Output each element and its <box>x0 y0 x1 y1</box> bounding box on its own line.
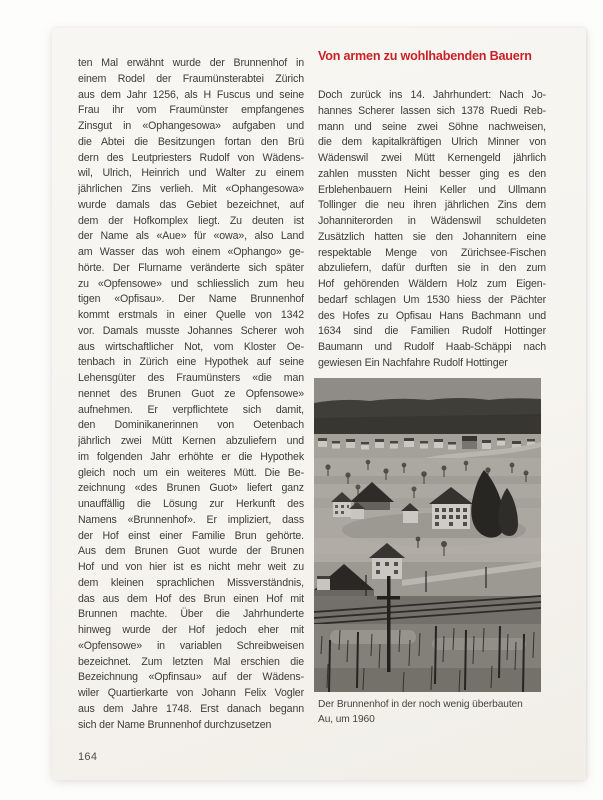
section-heading: Von armen zu wohlhabenden Bauern <box>318 49 532 63</box>
text-line: Brunnen machte. Über die Jahrhunderte <box>78 608 304 621</box>
text-line: respektable Menge von Zürichsee-Fischen <box>318 246 546 259</box>
text-line: zeichnung «des Brunen Guot» liefert ganz <box>78 482 304 495</box>
text-line: aufnehmen. Er verpflichtete sich damit, <box>78 403 304 416</box>
text-line: «Opfensowe» in variablen Schreibweisen <box>78 639 304 652</box>
text-line: Frau ihr vom Fraumünster empfangenes <box>78 104 304 117</box>
text-line: Namens «Brunnenhof». Er impliziert, dass <box>78 513 304 526</box>
text-line: wurde damals das Gebiet bezeichnet, auf <box>78 198 304 211</box>
text-line: einem Rodel der Fraumünsterabtei Zürich <box>78 72 304 85</box>
text-line: wil, Ulrich, Heinrich und Walter zu einem <box>78 167 304 180</box>
text-line: Au, um 1960 <box>318 713 375 725</box>
text-line: die Abtei die Besitzungen fortan den Brü <box>78 135 304 148</box>
text-line: Johanniterorden in Wädenswil schuldeten <box>318 215 546 227</box>
text-line: Lehensgüter des Fraumünsters «die man <box>78 372 304 384</box>
photo-caption <box>318 698 550 727</box>
text-line: sich der Name Brunnenhof durchzusetzen <box>78 718 272 731</box>
text-line: tigen «Opfisau». Der Name Brunnenhof <box>78 293 304 306</box>
text-line: aus wirtschaftlicher Not, vom Kloster Oe- <box>78 340 304 353</box>
text-line: Zusätzlich hatten sie den Johannitern eine <box>318 230 546 243</box>
text-line: am Wasser das woh einem «Ophango» ge- <box>78 246 304 258</box>
text-line: jährlich zwei Mütt Kernen abzuliefern und <box>78 435 304 447</box>
text-line: mann und seine zwei Söhne nachweisen, <box>318 120 546 133</box>
text-line: des Hofes zu Opfisau Hans Bachmann und <box>318 309 546 322</box>
text-line: gewiesen Ein Nachfahre Rudolf Hottinger <box>318 356 508 369</box>
text-line: vor. Damals musste Johannes Scherer woh <box>78 324 304 337</box>
text-line: bedarf schlagen Um 1530 hiess der Pächter <box>318 293 546 306</box>
text-line: hannes Scherer lassen sich 1378 Ruedi Reb- <box>318 104 546 117</box>
text-line: Bezeichnung «Opfinsau» auf der Wädens- <box>78 671 304 684</box>
text-line: Wädenswil zwei Mütt Kernengeld jährlich <box>318 152 546 164</box>
text-line: den Dominikanerinnen von Oetenbach <box>78 419 304 432</box>
text-line: die dem kapitalkräftigen Ulrich Minner von <box>318 136 546 149</box>
text-line: der Name als «Aue» für «owa», also Land <box>78 230 304 243</box>
text-line: der Hof einst einer Familie Brun gehörte. <box>78 529 304 542</box>
text-line: Tollinger die neu ihren jährlichen Zins dem <box>318 199 546 212</box>
text-line: abzuliefern, dafür durften sie in den zum <box>318 262 546 275</box>
text-line: Hof und von hier ist es nicht mehr weit zu <box>78 561 304 573</box>
text-line: im folgenden Jahr erhöhte er die Hypothek <box>78 450 304 463</box>
text-line: Doch zurück ins 14. Jahrhundert: Nach Jo- <box>318 89 546 101</box>
text-line: hinweg wurde der Hof jedoch eher mit <box>78 624 304 636</box>
text-line: aus dem Jahre 1748. Erst danach begann <box>78 702 304 715</box>
left-text-column <box>78 56 304 733</box>
text-line: Hof gehörenden Wäldern Holz zum Eigen- <box>318 278 546 290</box>
text-line: Baumann und Rudolf Haab-Schäppi nach <box>318 341 546 353</box>
text-line: aus dem Jahr 1256, als H Fuscus und seine <box>78 88 304 101</box>
text-line: 1634 sind die Familien Rudolf Hottinger <box>318 325 546 338</box>
landscape-photo-graphic <box>314 378 541 692</box>
text-line: ten Mal erwähnt wurde der Brunnenhof in <box>78 57 304 69</box>
text-line: unauffällig die Lösung zur Herkunft des <box>78 498 304 510</box>
text-line: nennet des Brunen Guot ze Opfensowe» <box>78 387 304 400</box>
text-line: dem kleinen sprachlichen Missverständnis, <box>78 576 304 589</box>
text-line: gleich noch um ein weiteres Mütt. Die Be- <box>78 466 304 479</box>
text-line: dem der Hofkomplex liegt. Zu deuten ist <box>78 214 304 227</box>
text-line: Zinsgut in «Ophangesowa» aufgaben und <box>78 120 304 132</box>
text-line: tenbach in Zürich eine Hypothek auf seine <box>78 356 304 369</box>
text-line: jährlichen Zins verlieh. Mit «Ophangesowa» <box>78 183 304 195</box>
text-line: zu «Opfensowe» und schliesslich zum heu <box>78 277 304 290</box>
text-line: das aus dem Hof des Brun einen Hof mit <box>78 592 304 605</box>
page-number: 164 <box>78 751 98 763</box>
brunnenhof-photo <box>314 378 541 692</box>
text-line: kommt erstmals in einer Quelle von 1342 <box>78 309 304 321</box>
text-line: dern des Leutpriesters Rudolf von Wädens- <box>78 151 304 164</box>
right-text-column <box>318 88 546 372</box>
text-line: bezeichnet. Zum letzten Mal erschien die <box>78 655 304 668</box>
text-line: Der Brunnenhof in der noch wenig überbauten <box>318 699 523 710</box>
text-line: Erblehenbauern Heini Keller und Ullmann <box>318 183 546 196</box>
text-line: Aus dem Brunen Guot wurde der Brunen <box>78 545 304 558</box>
text-line: zahlen mussten Nicht besser ging es den <box>318 167 546 180</box>
text-line: hörte. Der Flurname veränderte sich später <box>78 261 304 274</box>
text-line: wiler Quartierkarte von Johann Felix Vogler <box>78 687 304 699</box>
